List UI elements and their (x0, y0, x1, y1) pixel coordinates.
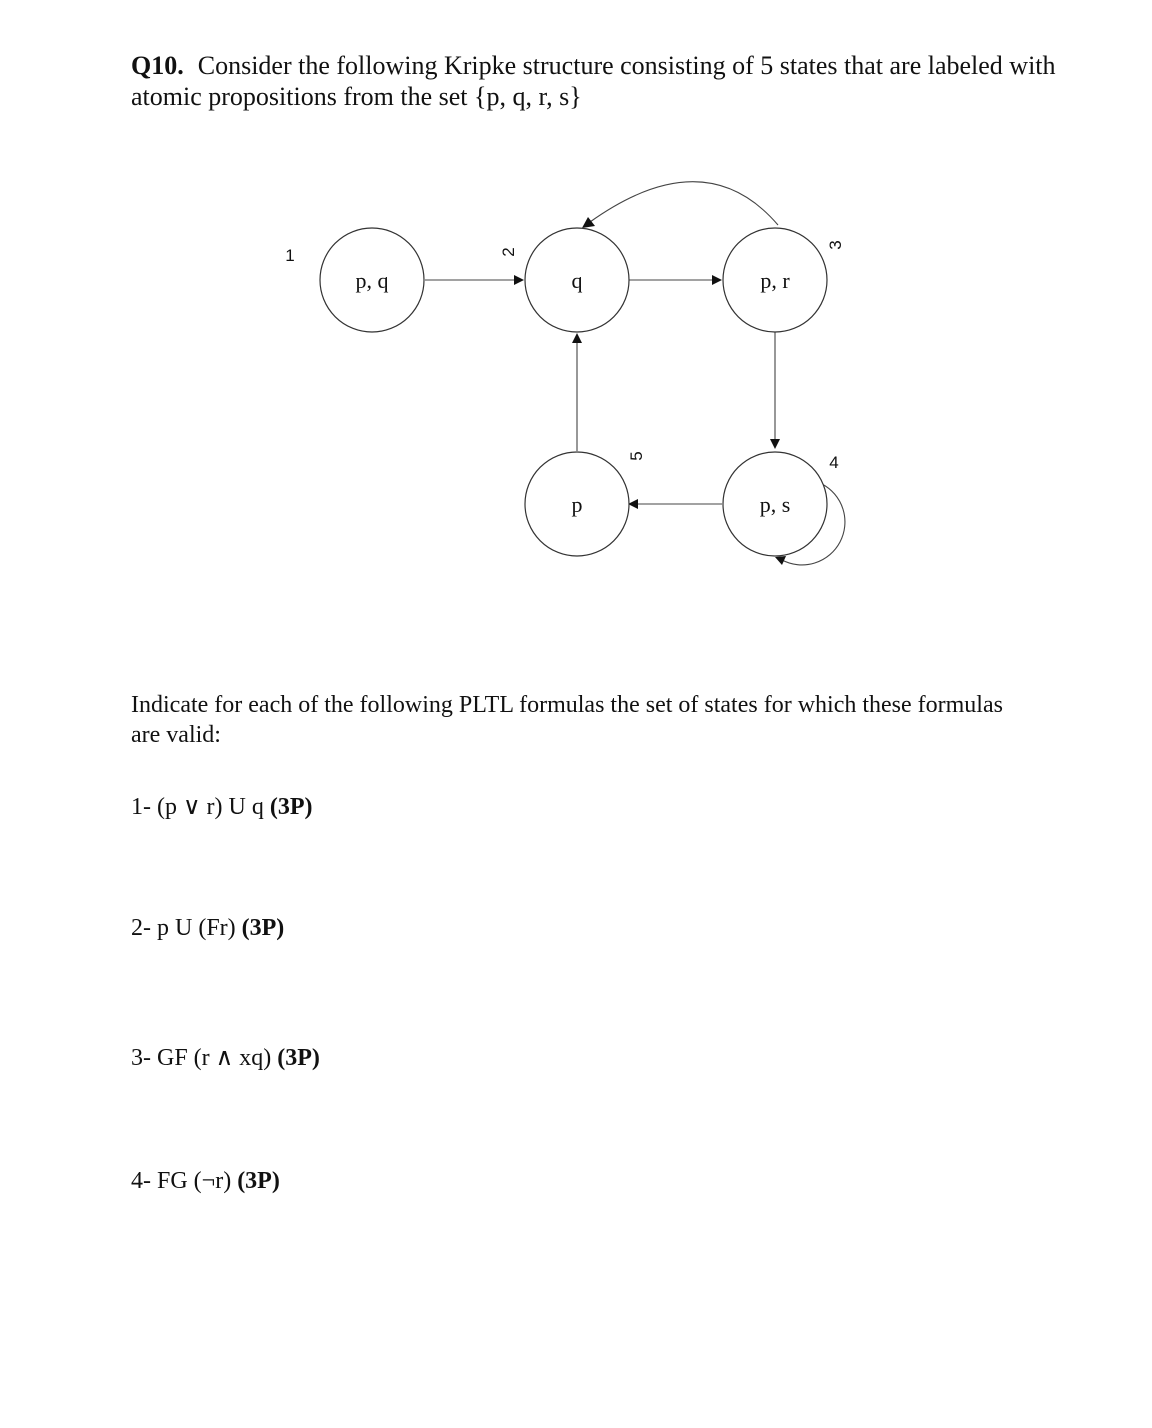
formula-points: (3P) (237, 1168, 280, 1194)
state-3 (723, 228, 845, 332)
kripke-structure-diagram (0, 0, 1152, 650)
transition-3-2-arrowhead (582, 217, 595, 228)
formula-points: (3P) (277, 1045, 320, 1071)
transition-3-2 (590, 182, 778, 225)
question-text: Consider the following Kripke structure consisting of 5 states that are labeled with atomic propositions from the set {p, q, r, s} (131, 51, 1056, 111)
transition-3-4-arrowhead (770, 439, 780, 449)
state-3-number: 3 (826, 240, 845, 250)
formula-text: 1- (p ∨ r) U q (131, 794, 264, 820)
transition-4-4-arrowhead (775, 556, 786, 565)
formula-text: 3- GF (r ∧ xq) (131, 1045, 272, 1071)
state-1-label: p, q (355, 268, 389, 293)
formula-item-2 (131, 913, 284, 943)
instruction-text: Indicate for each of the following PLTL formulas the set of states for which these formulas are valid: (131, 692, 1003, 748)
formula-text: 2- p U (Fr) (131, 915, 236, 941)
state-2-label: q (571, 268, 583, 293)
transition-5-2-arrowhead (572, 333, 582, 343)
formula-text: 4- FG (¬r) (131, 1168, 232, 1194)
state-5-label: p (571, 492, 583, 517)
state-4-label: p, s (759, 492, 791, 517)
state-3-label: p, r (760, 268, 790, 293)
state-1 (285, 228, 424, 332)
formula-item-3 (131, 1043, 320, 1073)
state-5 (525, 451, 646, 556)
state-2-number: 2 (499, 247, 518, 257)
state-4 (723, 452, 839, 556)
formula-item-1 (131, 792, 313, 822)
state-4-number: 4 (829, 453, 839, 472)
formula-item-4 (131, 1166, 280, 1196)
question-number: Q10. (131, 51, 184, 80)
formula-points: (3P) (241, 915, 285, 941)
transition-1-2-arrowhead (514, 275, 524, 285)
state-1-number: 1 (285, 246, 295, 265)
formula-points: (3P) (269, 794, 313, 820)
transition-2-3-arrowhead (712, 275, 722, 285)
state-5-number: 5 (627, 451, 646, 461)
